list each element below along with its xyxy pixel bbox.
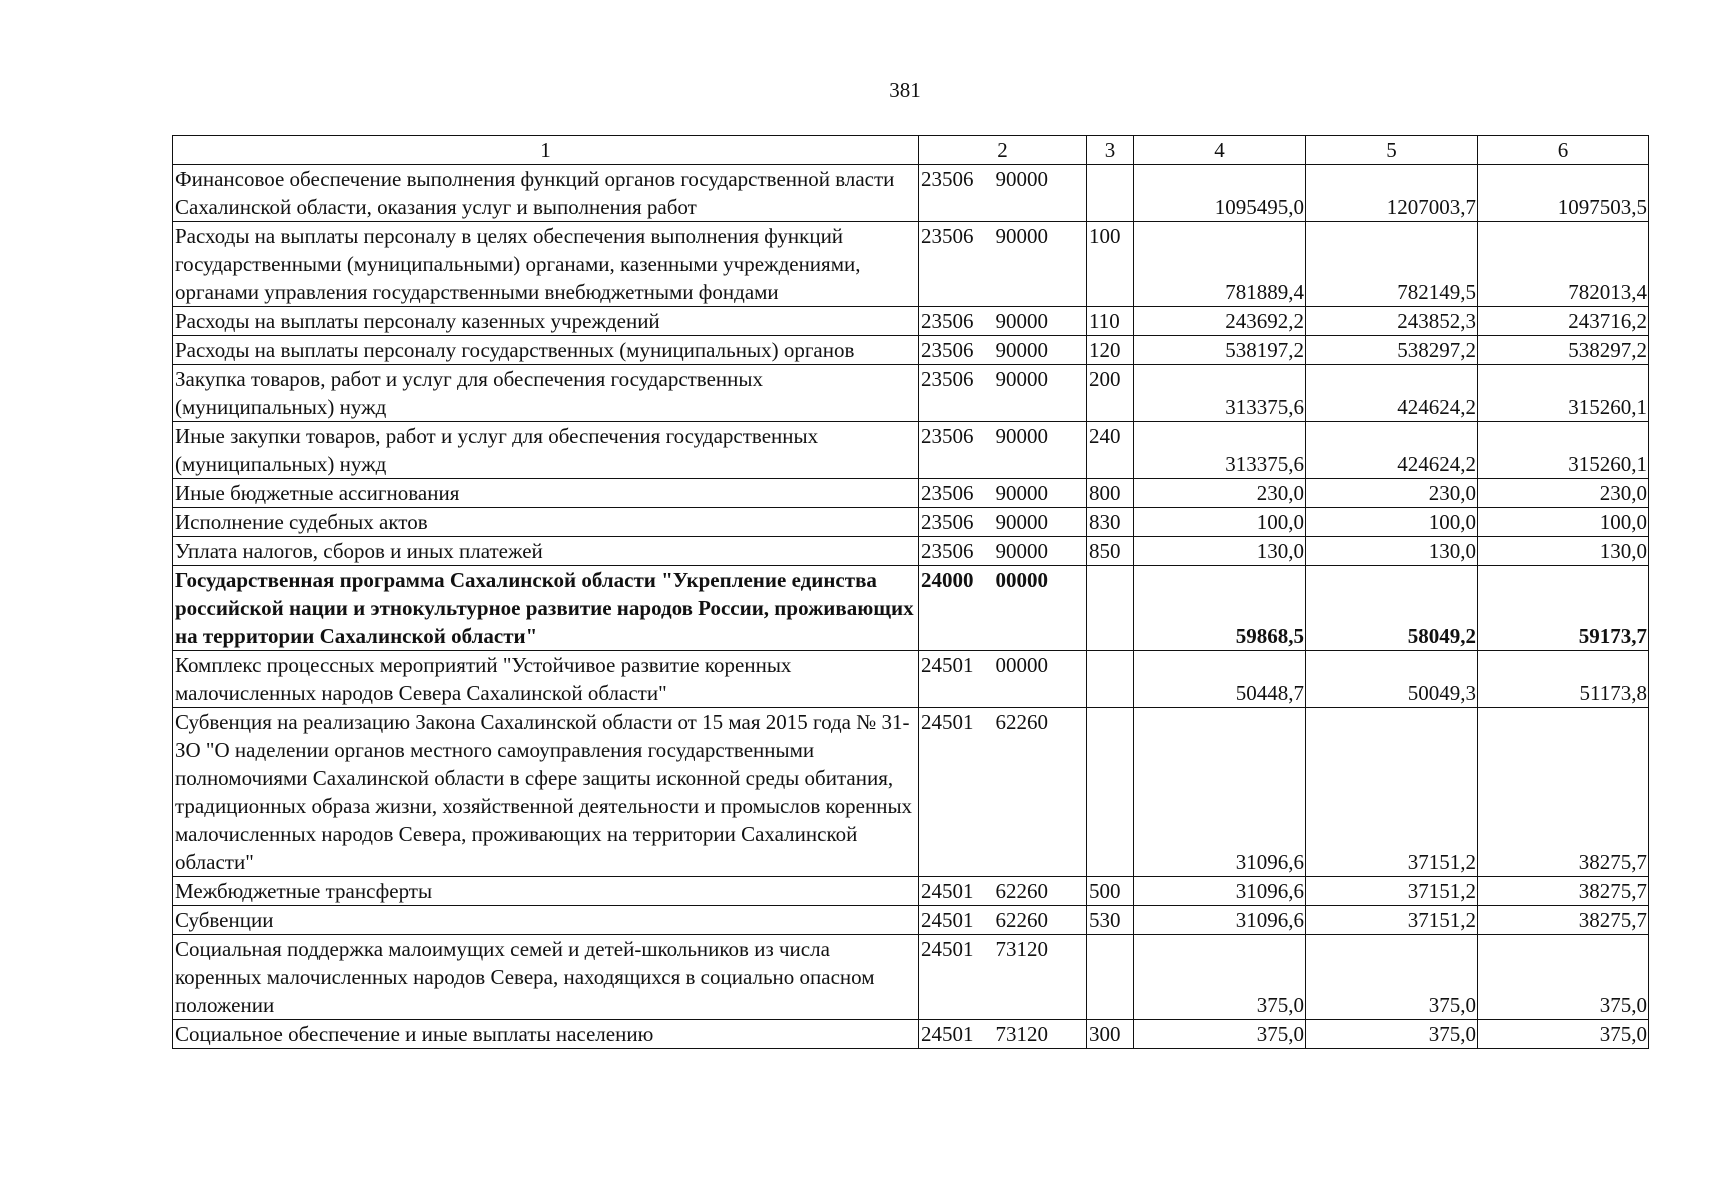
row-value-col5: 243852,3: [1306, 307, 1478, 336]
code-direction: 73120: [995, 937, 1048, 961]
row-value-col5: 375,0: [1306, 1020, 1478, 1049]
row-value-col6: 243716,2: [1478, 307, 1649, 336]
row-expense-type: [1087, 165, 1134, 222]
budget-table: [172, 135, 1649, 1049]
row-expense-type: 300: [1087, 1020, 1134, 1049]
row-value-col4: 230,0: [1134, 479, 1306, 508]
code-program: 23506: [921, 338, 974, 362]
row-value-col4: 59868,5: [1134, 566, 1306, 651]
table-row: [173, 336, 1649, 365]
row-value-col4: 31096,6: [1134, 906, 1306, 935]
row-value-col6: 130,0: [1478, 537, 1649, 566]
code-program: 23506: [921, 539, 974, 563]
code-program: 24501: [921, 879, 974, 903]
row-code: [919, 365, 1087, 422]
row-code: [919, 222, 1087, 307]
code-program: 23506: [921, 367, 974, 391]
table-row: [173, 222, 1649, 307]
row-value-col6: 100,0: [1478, 508, 1649, 537]
row-value-col4: 31096,6: [1134, 708, 1306, 877]
code-direction: 90000: [995, 367, 1048, 391]
code-program: 23506: [921, 481, 974, 505]
code-direction: 73120: [995, 1022, 1048, 1046]
code-program: 23506: [921, 424, 974, 448]
table-row: [173, 877, 1649, 906]
table-row: [173, 165, 1649, 222]
code-program: 24501: [921, 937, 974, 961]
row-value-col5: 37151,2: [1306, 708, 1478, 877]
row-expense-type: 500: [1087, 877, 1134, 906]
table-row: [173, 1020, 1649, 1049]
row-name: Расходы на выплаты персоналу казенных учреждений: [173, 307, 919, 336]
row-value-col5: 130,0: [1306, 537, 1478, 566]
row-value-col5: 230,0: [1306, 479, 1478, 508]
row-code: [919, 708, 1087, 877]
code-program: 24501: [921, 710, 974, 734]
row-name: Комплекс процессных мероприятий "Устойчивое развитие коренных малочисленных народов Севера Сахалинской области": [173, 651, 919, 708]
row-value-col4: 100,0: [1134, 508, 1306, 537]
row-name: Уплата налогов, сборов и иных платежей: [173, 537, 919, 566]
row-name: Государственная программа Сахалинской области "Укрепление единства российской нации и этнокультурное развитие народов России, проживающих на территории Сахалинской области": [173, 566, 919, 651]
row-name: Иные бюджетные ассигнования: [173, 479, 919, 508]
column-header: 4: [1134, 136, 1306, 165]
row-value-col5: 100,0: [1306, 508, 1478, 537]
code-direction: 90000: [995, 338, 1048, 362]
row-code: [919, 307, 1087, 336]
column-header: 1: [173, 136, 919, 165]
code-direction: 00000: [995, 653, 1048, 677]
table-row: [173, 537, 1649, 566]
code-direction: 90000: [995, 424, 1048, 448]
row-value-col4: 130,0: [1134, 537, 1306, 566]
column-header: 6: [1478, 136, 1649, 165]
row-expense-type: 100: [1087, 222, 1134, 307]
row-value-col6: 59173,7: [1478, 566, 1649, 651]
column-header: 5: [1306, 136, 1478, 165]
row-value-col6: 38275,7: [1478, 906, 1649, 935]
row-value-col4: 243692,2: [1134, 307, 1306, 336]
row-code: [919, 566, 1087, 651]
code-direction: 90000: [995, 481, 1048, 505]
column-header: 3: [1087, 136, 1134, 165]
row-code: [919, 651, 1087, 708]
column-header: 2: [919, 136, 1087, 165]
row-name: Субвенция на реализацию Закона Сахалинской области от 15 мая 2015 года № 31-ЗО "О наделении органов местного самоуправления государственными полномочиями Сахалинской области в сфере защиты исконной среды обитания, традиционных образа жизни, хозяйственной деятельности и промыслов коренных малочисленных народов Севера, проживающих на территории Сахалинской области": [173, 708, 919, 877]
row-code: [919, 906, 1087, 935]
row-expense-type: 530: [1087, 906, 1134, 935]
row-value-col6: 51173,8: [1478, 651, 1649, 708]
row-value-col5: 424624,2: [1306, 365, 1478, 422]
row-name: Финансовое обеспечение выполнения функций органов государственной власти Сахалинской области, оказания услуг и выполнения работ: [173, 165, 919, 222]
code-direction: 00000: [995, 568, 1048, 592]
row-value-col4: 538197,2: [1134, 336, 1306, 365]
row-expense-type: 800: [1087, 479, 1134, 508]
row-expense-type: 240: [1087, 422, 1134, 479]
code-direction: 62260: [995, 710, 1048, 734]
row-expense-type: 110: [1087, 307, 1134, 336]
row-value-col5: 50049,3: [1306, 651, 1478, 708]
code-direction: 90000: [995, 539, 1048, 563]
table-row: [173, 566, 1649, 651]
row-value-col6: 315260,1: [1478, 422, 1649, 479]
row-code: [919, 537, 1087, 566]
code-direction: 90000: [995, 167, 1048, 191]
row-value-col5: 424624,2: [1306, 422, 1478, 479]
code-direction: 62260: [995, 908, 1048, 932]
row-value-col4: 313375,6: [1134, 365, 1306, 422]
row-expense-type: [1087, 566, 1134, 651]
row-code: [919, 422, 1087, 479]
row-name: Межбюджетные трансферты: [173, 877, 919, 906]
code-program: 23506: [921, 224, 974, 248]
code-program: 23506: [921, 167, 974, 191]
table-header-row: [173, 136, 1649, 165]
table-row: [173, 365, 1649, 422]
row-value-col4: 50448,7: [1134, 651, 1306, 708]
row-name: Субвенции: [173, 906, 919, 935]
row-name: Исполнение судебных актов: [173, 508, 919, 537]
table-row: [173, 508, 1649, 537]
row-value-col4: 375,0: [1134, 935, 1306, 1020]
table-row: [173, 479, 1649, 508]
row-expense-type: [1087, 708, 1134, 877]
row-value-col6: 38275,7: [1478, 877, 1649, 906]
row-value-col6: 1097503,5: [1478, 165, 1649, 222]
row-value-col5: 58049,2: [1306, 566, 1478, 651]
row-code: [919, 877, 1087, 906]
row-name: Социальное обеспечение и иные выплаты населению: [173, 1020, 919, 1049]
row-expense-type: [1087, 935, 1134, 1020]
row-code: [919, 165, 1087, 222]
row-value-col5: 37151,2: [1306, 906, 1478, 935]
row-code: [919, 336, 1087, 365]
row-expense-type: 850: [1087, 537, 1134, 566]
row-value-col6: 38275,7: [1478, 708, 1649, 877]
code-direction: 90000: [995, 309, 1048, 333]
row-value-col5: 538297,2: [1306, 336, 1478, 365]
code-program: 24501: [921, 653, 974, 677]
table-row: [173, 935, 1649, 1020]
row-value-col4: 1095495,0: [1134, 165, 1306, 222]
code-direction: 62260: [995, 879, 1048, 903]
row-value-col5: 782149,5: [1306, 222, 1478, 307]
table-row: [173, 307, 1649, 336]
row-name: Социальная поддержка малоимущих семей и детей-школьников из числа коренных малочисленных народов Севера, находящихся в социально опасном положении: [173, 935, 919, 1020]
row-value-col6: 782013,4: [1478, 222, 1649, 307]
row-code: [919, 508, 1087, 537]
code-direction: 90000: [995, 510, 1048, 534]
row-name: Иные закупки товаров, работ и услуг для обеспечения государственных (муниципальных) нужд: [173, 422, 919, 479]
row-value-col6: 315260,1: [1478, 365, 1649, 422]
code-program: 24501: [921, 1022, 974, 1046]
code-program: 24000: [921, 568, 974, 592]
row-expense-type: 200: [1087, 365, 1134, 422]
row-code: [919, 1020, 1087, 1049]
row-expense-type: 120: [1087, 336, 1134, 365]
row-value-col6: 230,0: [1478, 479, 1649, 508]
row-value-col6: 538297,2: [1478, 336, 1649, 365]
row-value-col4: 313375,6: [1134, 422, 1306, 479]
row-name: Расходы на выплаты персоналу в целях обеспечения выполнения функций государственными (муниципальными) органами, казенными учреждениями, органами управления государственными внебюджетными фондами: [173, 222, 919, 307]
row-value-col4: 31096,6: [1134, 877, 1306, 906]
row-code: [919, 479, 1087, 508]
row-expense-type: 830: [1087, 508, 1134, 537]
row-name: Закупка товаров, работ и услуг для обеспечения государственных (муниципальных) нужд: [173, 365, 919, 422]
row-value-col5: 1207003,7: [1306, 165, 1478, 222]
code-program: 23506: [921, 510, 974, 534]
row-value-col4: 781889,4: [1134, 222, 1306, 307]
row-value-col6: 375,0: [1478, 935, 1649, 1020]
row-value-col5: 375,0: [1306, 935, 1478, 1020]
row-value-col5: 37151,2: [1306, 877, 1478, 906]
row-expense-type: [1087, 651, 1134, 708]
row-value-col4: 375,0: [1134, 1020, 1306, 1049]
table-row: [173, 708, 1649, 877]
code-program: 24501: [921, 908, 974, 932]
row-code: [919, 935, 1087, 1020]
row-name: Расходы на выплаты персоналу государственных (муниципальных) органов: [173, 336, 919, 365]
table-row: [173, 651, 1649, 708]
code-direction: 90000: [995, 224, 1048, 248]
page-number: 381: [889, 78, 921, 102]
table-row: [173, 422, 1649, 479]
table-row: [173, 906, 1649, 935]
row-value-col6: 375,0: [1478, 1020, 1649, 1049]
code-program: 23506: [921, 309, 974, 333]
